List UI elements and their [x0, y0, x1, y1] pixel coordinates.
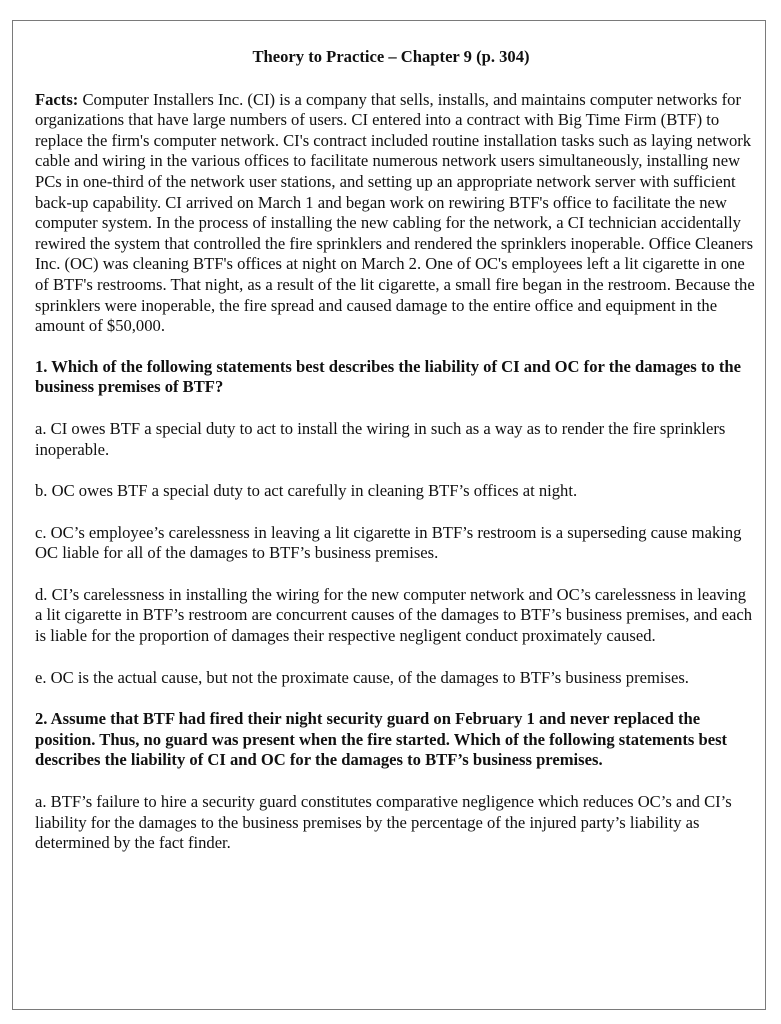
question-1-option-d: d. CI’s carelessness in installing the wiring for the new computer network and OC’s carelessness in leaving a lit cigarette in BTF’s restroom are concurrent causes of the damages to BTF’s business premises, and each is liable for the proportion of damages their respective negligent conduct proximately caused. [35, 584, 753, 646]
question-1-option-a: a. CI owes BTF a special duty to act to install the wiring in such as a way as to render the fire sprinklers inoperable. [35, 418, 726, 459]
document-title: Theory to Practice – Chapter 9 (p. 304) [252, 47, 530, 66]
question-1-option-c: c. OC’s employee’s carelessness in leaving a lit cigarette in BTF’s restroom is a superseding cause making OC liable for all of the damages to BTF’s business premises. [35, 522, 742, 563]
question-2: 2. Assume that BTF had fired their night security guard on February 1 and never replaced the position. Thus, no guard was present when the fire started. Which of the following statements best describes the liability of CI and OC for the damages to BTF’s business premises. [35, 709, 728, 770]
question-2-option-a: a. BTF’s failure to hire a security guard constitutes comparative negligence which reduces OC’s and CI’s liability for the damages to the business premises by the percentage of the injured party’s liability as determined by the fact finder. [35, 792, 732, 853]
facts-text: Computer Installers Inc. (CI) is a company that sells, installs, and maintains computer networks for organizations that have large numbers of users. CI entered into a contract with Big Time Firm (BTF) to replace the firm's computer network. CI's contract included routine installation tasks such as laying network cable and wiring in the various offices to facilitate numerous network users simultaneously, installing new PCs in one-third of the network user stations, and setting up an appropriate network server with sufficient back-up capability. CI arrived on March 1 and began work on rewiring BTF's office to facilitate the new computer system. In the process of installing the new cabling for the network, a CI technician accidentally rewired the system that controlled the fire sprinklers and rendered the sprinklers inoperable. Office Cleaners Inc. (OC) was cleaning BTF's offices at night on March 2. One of OC's employees left a lit cigarette in one of BTF's restrooms. That night, as a result of the lit cigarette, a small fire began in the restroom. Because the sprinklers were inoperable, the fire spread and caused damage to the entire office and equipment in the amount of $50,000. [35, 89, 755, 336]
question-1: 1. Which of the following statements best describes the liability of CI and OC for the damages to the business premises of BTF? [35, 356, 741, 397]
facts-paragraph [35, 90, 755, 337]
question-1-option-e: e. OC is the actual cause, but not the proximate cause, of the damages to BTF’s business premises. [35, 667, 689, 687]
question-1-option-b: b. OC owes BTF a special duty to act carefully in cleaning BTF’s offices at night. [35, 481, 578, 501]
facts-label: Facts: [35, 89, 79, 109]
document-page [12, 20, 766, 1010]
